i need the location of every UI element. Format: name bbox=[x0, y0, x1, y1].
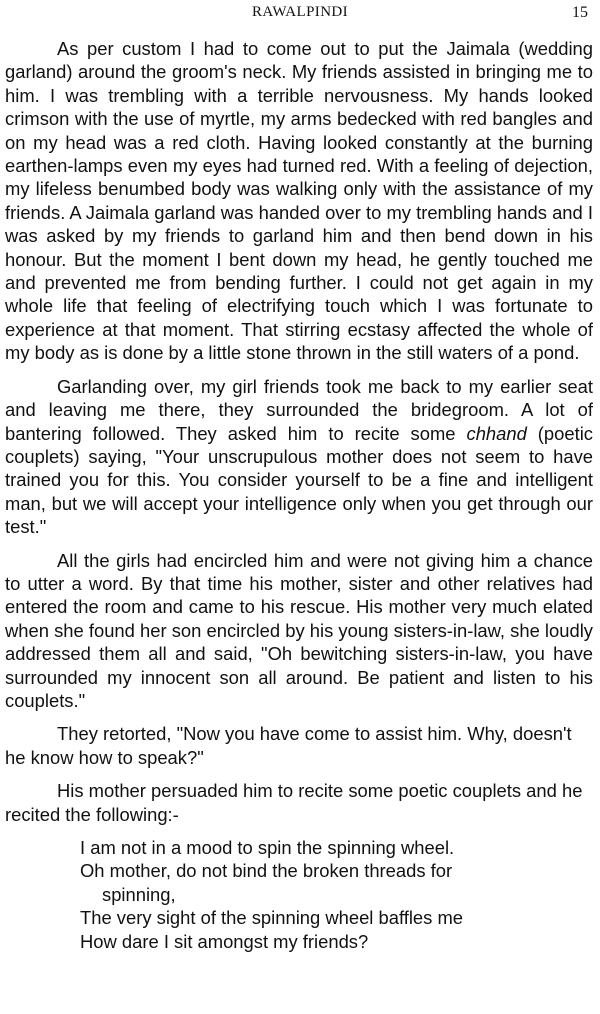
paragraph-bantering-end: (poetic couplets) saying, "Your unscrupulous mother does not seem to have trained you for this. You consider yourself to be a fine and intelligent man, but we will accept your intelligence only when you get through our test." bbox=[5, 422, 594, 538]
page-number: 15 bbox=[572, 4, 588, 21]
paragraph-recitation-intro: His mother persuaded him to recite some poetic couplets and he recited the following:- bbox=[5, 780, 583, 825]
verse-line-continuation: spinning, bbox=[102, 883, 176, 905]
verse-line: Oh mother, do not bind the broken threads for bbox=[80, 860, 453, 882]
page-header bbox=[0, 4, 600, 26]
chhand-term: chhand bbox=[466, 422, 527, 444]
verse-line: The very sight of the spinning wheel baffles me bbox=[80, 907, 464, 929]
paragraph-retort: They retorted, "Now you have come to assist him. Why, doesn't he know how to speak?" bbox=[5, 723, 572, 768]
running-title: RAWALPINDI bbox=[251, 4, 349, 20]
verse-line: I am not in a mood to spin the spinning wheel. bbox=[80, 837, 455, 858]
paragraph-bantering-start: Garlanding over, my girl friends took me back to my earlier seat and leaving me there, they surrounded the bridegroom. A lot of bantering followed. They asked him to recite some bbox=[5, 375, 593, 444]
paragraph-mother-rescue: All the girls had encircled him and were not giving him a chance to utter a word. By that time his mother, sister and other relatives had entered the room and came to his rescue. His mother very much elated when she found her son encircled by his young sisters-in-law, she loudly addressed them all and said, "Oh bewitching sisters-in-law, you have surrounded my innocent son all around. Be patient and listen to his couplets." bbox=[5, 549, 593, 711]
paragraph-jaimala: As per custom I had to come out to put the Jaimala (wedding garland) around the groom's neck. My friends assisted in bringing me to him. I was trembling with a terrible nervousness. My hands looked crimson with the use of myrtle, my arms bedecked with red bangles and on my head was a red cloth. Having looked constantly at the burning earthen-lamps even my eyes had turned red. With a feeling of dejection, my lifeless benumbed body was walking only with the assistance of my friends. A Jaimala garland was handed over to my trembling hands and I was asked by my friends to garland him and then bend down in his honour. But the moment I bent down my head, he gently touched me and prevented me from bending further. I could not get again in my whole life that feeling of electrifying touch which I was fortunate to experience at that moment. That stirring ecstasy affected the whole of my body as is done by a little stone thrown in the still waters of a pond. bbox=[5, 38, 593, 364]
paragraph-bantering bbox=[5, 375, 593, 539]
poem-couplets bbox=[80, 836, 560, 953]
verse-line: How dare I sit amongst my friends? bbox=[80, 930, 369, 952]
body-text bbox=[5, 37, 593, 953]
